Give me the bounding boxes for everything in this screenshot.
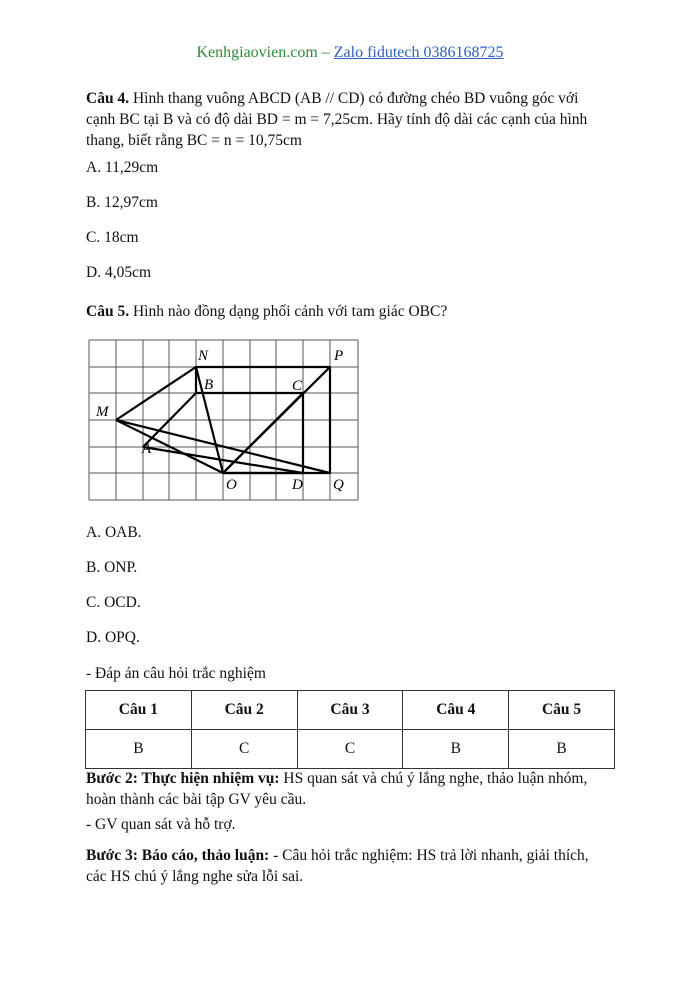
q5-option-d[interactable]: D. OPQ. — [86, 629, 140, 646]
geometry-figure — [88, 338, 362, 502]
answer-table-row — [86, 730, 615, 769]
zalo-link[interactable]: Zalo fidutech 0386168725 — [333, 44, 504, 61]
question-5 — [86, 301, 618, 322]
step-3 — [86, 845, 618, 887]
page-header — [0, 44, 700, 62]
answer-header-cell: Câu 5 — [509, 691, 615, 730]
step-3-line-1: Bước 3: Báo cáo, thảo luận: - Câu hỏi trắc nghiệm: HS trả lời nhanh, giải thích, — [86, 847, 589, 864]
answer-header-cell: Câu 2 — [191, 691, 297, 730]
answer-header-cell: Câu 4 — [403, 691, 509, 730]
answer-table — [85, 690, 615, 769]
q5-option-a[interactable]: A. OAB. — [86, 524, 142, 541]
answer-cell: B — [86, 730, 192, 769]
question-4 — [86, 88, 618, 151]
step-2 — [86, 768, 618, 810]
q4-option-a[interactable]: A. 11,29cm — [86, 159, 159, 176]
step-3-line-2: các HS chú ý lắng nghe sửa lỗi sai. — [86, 868, 304, 885]
answer-header-cell: Câu 3 — [297, 691, 403, 730]
q4-line-2: cạnh BC tại B và có độ dài BD = m = 7,25cm. Hãy tính độ dài các cạnh của hình — [86, 111, 588, 128]
q4-option-b[interactable]: B. 12,97cm — [86, 194, 158, 211]
label-q: Q — [333, 477, 344, 493]
figure-grid — [89, 340, 358, 500]
q4-line-1: Câu 4. Hình thang vuông ABCD (AB // CD) có đường chéo BD vuông góc với — [86, 90, 579, 107]
answer-cell: B — [403, 730, 509, 769]
answer-table-header-row — [86, 691, 615, 730]
header-separator: – — [317, 44, 334, 61]
q4-option-d[interactable]: D. 4,05cm — [86, 264, 152, 281]
q5-option-c[interactable]: C. OCD. — [86, 594, 141, 611]
label-m: M — [96, 404, 109, 420]
label-p: P — [334, 348, 344, 364]
answer-cell: C — [191, 730, 297, 769]
q5-option-b[interactable]: B. ONP. — [86, 559, 138, 576]
q4-label: Câu 4. — [86, 90, 130, 107]
label-n: N — [198, 348, 209, 364]
label-c: C — [292, 378, 303, 394]
answer-cell: C — [297, 730, 403, 769]
step-2-label: Bước 2: Thực hiện nhiệm vụ: — [86, 770, 280, 787]
label-o: O — [226, 477, 237, 493]
q4-option-c[interactable]: C. 18cm — [86, 229, 139, 246]
site-link[interactable]: Kenhgiaovien.com — [196, 44, 318, 61]
answer-cell: B — [509, 730, 615, 769]
answer-header-cell: Câu 1 — [86, 691, 192, 730]
q4-line-3: thang, biết rằng BC = n = 10,75cm — [86, 132, 302, 149]
gv-note: - GV quan sát và hỗ trợ. — [86, 816, 236, 833]
q5-label: Câu 5. — [86, 303, 130, 320]
step-3-label: Bước 3: Báo cáo, thảo luận: — [86, 847, 270, 864]
answers-intro: - Đáp án câu hỏi trắc nghiệm — [86, 665, 266, 682]
q5-text: Hình nào đồng dạng phối cảnh với tam giác OBC? — [132, 303, 448, 320]
step-2-line-1: Bước 2: Thực hiện nhiệm vụ: HS quan sát và chú ý lắng nghe, thảo luận nhóm, — [86, 770, 588, 787]
label-b: B — [204, 377, 214, 393]
label-d: D — [292, 477, 303, 493]
label-a: A — [142, 441, 152, 457]
step-2-line-2: hoàn thành các bài tập GV yêu cầu. — [86, 791, 307, 808]
